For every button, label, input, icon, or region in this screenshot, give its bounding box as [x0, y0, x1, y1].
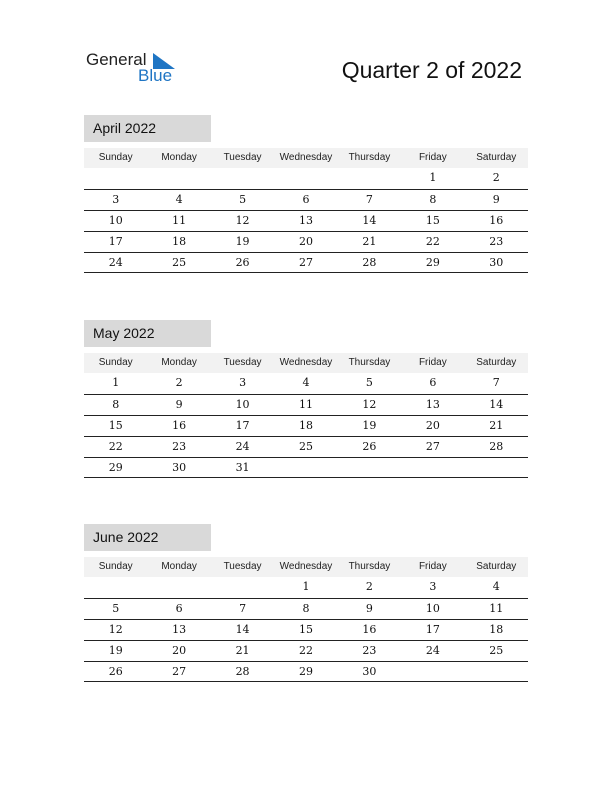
day-cell	[211, 577, 274, 598]
day-cell: 30	[489, 256, 504, 269]
day-cell: 3	[112, 193, 120, 206]
month-title: April 2022	[84, 115, 211, 142]
day-cell: 27	[425, 440, 440, 453]
day-cell: 13	[425, 398, 440, 411]
day-cell: 5	[239, 193, 247, 206]
weekday-label: Thursday	[348, 152, 391, 163]
day-cell: 15	[425, 214, 440, 227]
day-cell: 17	[108, 235, 123, 248]
week-row	[84, 436, 528, 457]
day-cell	[274, 458, 337, 478]
day-cell	[84, 577, 147, 598]
day-cell	[211, 168, 274, 189]
weekday-label: Sunday	[98, 152, 133, 163]
weekday-label: Sunday	[98, 357, 133, 368]
month-title: June 2022	[84, 524, 211, 551]
week-row	[84, 189, 528, 210]
week-row	[84, 231, 528, 252]
day-cell	[274, 168, 337, 189]
day-cell: 16	[362, 623, 377, 636]
week-row	[84, 168, 528, 189]
weekday-header-row	[84, 353, 528, 373]
day-cell	[338, 168, 401, 189]
day-cell: 21	[362, 235, 377, 248]
week-row	[84, 619, 528, 640]
day-cell: 15	[298, 623, 313, 636]
day-cell	[401, 458, 464, 478]
day-cell	[338, 458, 401, 478]
day-cell: 12	[108, 623, 123, 636]
day-cell: 16	[489, 214, 504, 227]
day-cell: 18	[172, 235, 187, 248]
week-row	[84, 598, 528, 619]
weekday-label: Saturday	[476, 152, 517, 163]
day-cell: 26	[108, 665, 123, 678]
day-cell: 15	[108, 419, 123, 432]
weekday-label: Thursday	[348, 357, 391, 368]
day-cell: 23	[489, 235, 504, 248]
day-cell: 5	[112, 602, 120, 615]
day-cell: 24	[235, 440, 250, 453]
day-cell: 10	[108, 214, 123, 227]
day-cell: 16	[172, 419, 187, 432]
day-cell	[147, 577, 210, 598]
weekday-label: Friday	[418, 152, 447, 163]
week-row	[84, 252, 528, 273]
weekday-label: Thursday	[348, 561, 391, 572]
day-cell: 10	[425, 602, 440, 615]
weekday-label: Saturday	[476, 357, 517, 368]
weekday-label: Tuesday	[223, 561, 262, 572]
day-cell: 28	[489, 440, 504, 453]
day-cell: 1	[112, 376, 120, 389]
month-calendar	[84, 320, 528, 478]
day-cell: 28	[362, 256, 377, 269]
day-cell: 24	[108, 256, 123, 269]
day-cell: 30	[362, 665, 377, 678]
day-cell: 4	[302, 376, 310, 389]
general-blue-logo	[86, 50, 186, 84]
day-cell: 6	[302, 193, 310, 206]
day-cell: 27	[298, 256, 313, 269]
day-cell: 18	[489, 623, 504, 636]
day-cell: 7	[365, 193, 373, 206]
day-cell: 23	[172, 440, 187, 453]
day-cell: 21	[235, 644, 250, 657]
day-cell: 6	[175, 602, 183, 615]
day-cell: 23	[362, 644, 377, 657]
day-cell	[465, 458, 528, 478]
day-cell: 27	[172, 665, 187, 678]
day-cell: 2	[175, 376, 183, 389]
week-row	[84, 457, 528, 478]
month-calendar	[84, 115, 528, 273]
weekday-label: Monday	[161, 561, 197, 572]
day-cell: 11	[298, 398, 313, 411]
month-calendar	[84, 524, 528, 682]
day-cell	[84, 168, 147, 189]
day-cell: 22	[108, 440, 123, 453]
day-cell: 31	[235, 461, 250, 474]
day-cell: 29	[108, 461, 123, 474]
day-cell	[147, 168, 210, 189]
day-cell: 3	[239, 376, 247, 389]
day-cell: 20	[425, 419, 440, 432]
weekday-label: Wednesday	[279, 561, 333, 572]
day-cell: 18	[298, 419, 313, 432]
day-cell: 13	[172, 623, 187, 636]
day-cell: 14	[235, 623, 250, 636]
day-cell: 8	[112, 398, 120, 411]
day-cell: 7	[492, 376, 500, 389]
week-row	[84, 373, 528, 394]
day-cell: 11	[172, 214, 187, 227]
day-cell: 19	[108, 644, 123, 657]
weekday-label: Sunday	[98, 561, 133, 572]
day-cell: 20	[298, 235, 313, 248]
weekday-header-row	[84, 557, 528, 577]
day-cell: 2	[492, 171, 500, 184]
day-cell: 9	[365, 602, 373, 615]
day-cell: 5	[365, 376, 373, 389]
day-cell: 17	[425, 623, 440, 636]
day-cell: 22	[425, 235, 440, 248]
day-cell: 12	[235, 214, 250, 227]
weekday-label: Wednesday	[279, 357, 333, 368]
day-cell: 6	[429, 376, 437, 389]
day-cell: 25	[298, 440, 313, 453]
day-cell: 30	[172, 461, 187, 474]
day-cell: 14	[489, 398, 504, 411]
day-cell: 26	[235, 256, 250, 269]
day-cell: 4	[492, 580, 500, 593]
page-title: Quarter 2 of 2022	[341, 57, 522, 83]
day-cell: 25	[489, 644, 504, 657]
weekday-label: Tuesday	[223, 357, 262, 368]
weekday-label: Friday	[418, 561, 447, 572]
day-cell	[465, 662, 528, 682]
day-cell: 24	[425, 644, 440, 657]
month-title: May 2022	[84, 320, 211, 347]
weekday-label: Wednesday	[279, 152, 333, 163]
day-cell: 22	[298, 644, 313, 657]
week-row	[84, 577, 528, 598]
weekday-header-row	[84, 148, 528, 168]
day-cell: 8	[302, 602, 310, 615]
week-row	[84, 394, 528, 415]
day-cell: 19	[362, 419, 377, 432]
day-cell: 12	[362, 398, 377, 411]
day-cell: 29	[425, 256, 440, 269]
day-cell: 7	[239, 602, 247, 615]
week-row	[84, 415, 528, 436]
weekday-label: Tuesday	[223, 152, 262, 163]
weekday-label: Friday	[418, 357, 447, 368]
day-cell: 11	[489, 602, 504, 615]
day-cell: 17	[235, 419, 250, 432]
week-row	[84, 640, 528, 661]
day-cell: 29	[298, 665, 313, 678]
day-cell: 4	[175, 193, 183, 206]
day-cell: 20	[172, 644, 187, 657]
logo-word-general: General	[86, 50, 147, 69]
logo-word-blue: Blue	[138, 66, 173, 85]
day-cell: 1	[429, 171, 437, 184]
day-cell: 9	[492, 193, 500, 206]
day-cell: 9	[175, 398, 183, 411]
weekday-label: Monday	[161, 357, 197, 368]
day-cell: 13	[298, 214, 313, 227]
weekday-label: Saturday	[476, 561, 517, 572]
day-cell: 2	[365, 580, 373, 593]
day-cell: 28	[235, 665, 250, 678]
day-cell: 26	[362, 440, 377, 453]
day-cell: 1	[302, 580, 310, 593]
week-row	[84, 210, 528, 231]
day-cell: 10	[235, 398, 250, 411]
day-cell: 14	[362, 214, 377, 227]
day-cell: 19	[235, 235, 250, 248]
day-cell: 8	[429, 193, 437, 206]
week-row	[84, 661, 528, 682]
day-cell	[401, 662, 464, 682]
day-cell: 3	[429, 580, 437, 593]
day-cell: 21	[489, 419, 504, 432]
day-cell: 25	[172, 256, 187, 269]
weekday-label: Monday	[161, 152, 197, 163]
